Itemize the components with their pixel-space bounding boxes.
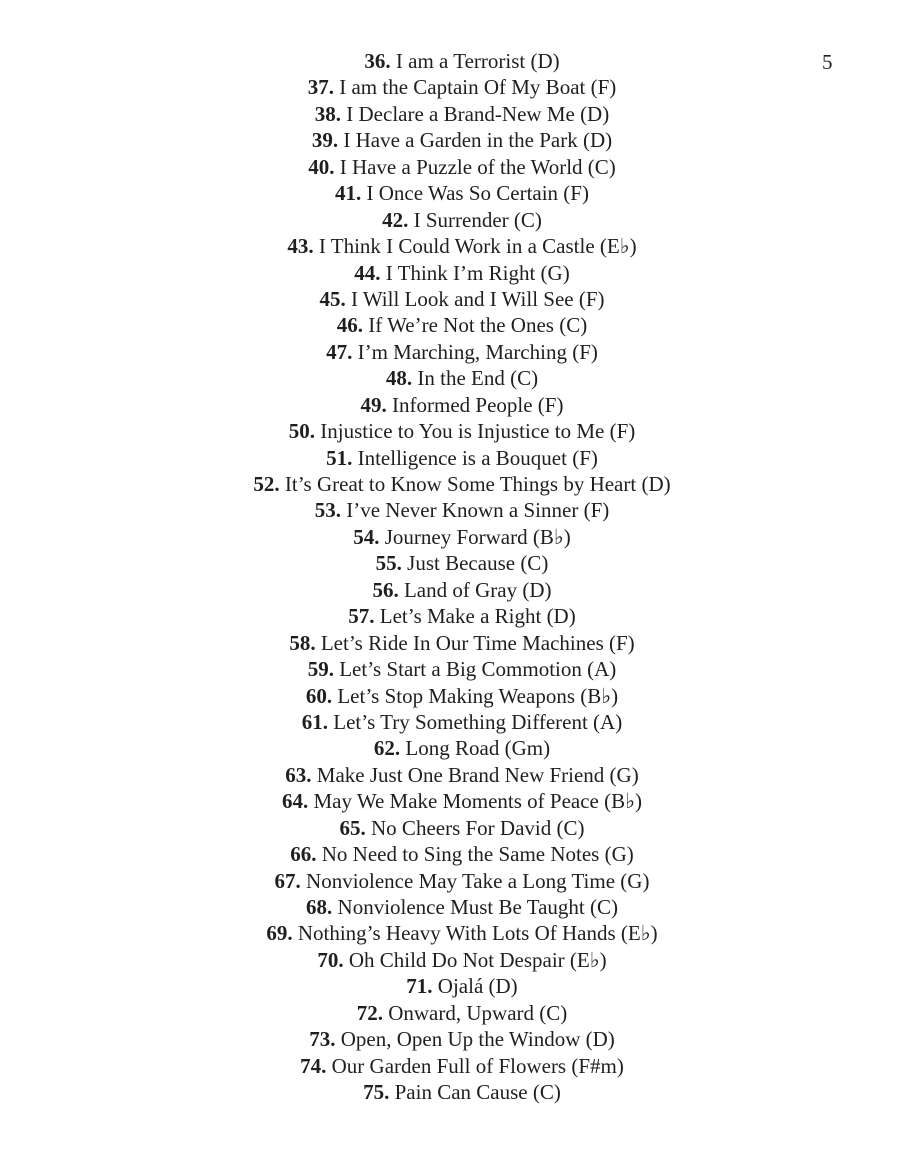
song-title: Long Road (Gm) xyxy=(405,736,551,761)
song-title: Ojalá (D) xyxy=(437,974,518,999)
song-title: I Declare a Brand-New Me (D) xyxy=(346,101,610,126)
song-title: Injustice to You is Injustice to Me (F) xyxy=(320,419,636,444)
song-entry xyxy=(0,947,900,973)
song-number: 74. xyxy=(300,1053,327,1078)
song-number: 71. xyxy=(406,974,433,999)
song-entry xyxy=(0,497,900,523)
song-number: 58. xyxy=(289,630,316,655)
song-title: I’ve Never Known a Sinner (F) xyxy=(346,498,610,523)
song-entry xyxy=(0,180,900,206)
song-entry xyxy=(0,233,900,259)
song-entry xyxy=(0,1053,900,1079)
song-entry xyxy=(0,418,900,444)
song-entry xyxy=(0,101,900,127)
song-title: Nonviolence Must Be Taught (C) xyxy=(337,895,618,919)
song-number: 53. xyxy=(314,498,341,523)
song-entry xyxy=(0,312,900,338)
song-title: Let’s Try Something Different (A) xyxy=(333,709,623,734)
song-title: Let’s Stop Making Weapons (B♭) xyxy=(337,683,619,708)
song-title: Nothing’s Heavy With Lots Of Hands (E♭) xyxy=(297,921,658,946)
song-title: I am the Captain Of My Boat (F) xyxy=(339,75,617,100)
song-title: If We’re Not the Ones (C) xyxy=(368,313,588,338)
song-entry xyxy=(0,894,900,920)
song-entry xyxy=(0,445,900,471)
song-entry xyxy=(0,550,900,576)
song-entry xyxy=(0,1079,900,1105)
song-title: Let’s Make a Right (D) xyxy=(379,604,576,629)
song-title: I Think I Could Work in a Castle (E♭) xyxy=(318,234,637,259)
song-title: Land of Gray (D) xyxy=(403,577,552,602)
song-number: 73. xyxy=(309,1027,336,1052)
song-entry xyxy=(0,74,900,100)
song-title: Just Because (C) xyxy=(407,551,549,576)
song-entry xyxy=(0,788,900,814)
song-number: 50. xyxy=(288,419,315,444)
page-number: 5 xyxy=(822,50,833,74)
song-number: 36. xyxy=(364,49,391,73)
song-number: 67. xyxy=(274,868,301,893)
song-title: In the End (C) xyxy=(417,366,539,391)
song-list xyxy=(0,48,900,1106)
song-title: Informed People (F) xyxy=(392,392,564,417)
song-title: Pain Can Cause (C) xyxy=(394,1080,561,1105)
song-number: 61. xyxy=(301,709,329,734)
song-number: 70. xyxy=(317,947,344,972)
song-number: 37. xyxy=(307,75,334,100)
song-number: 56. xyxy=(372,577,399,602)
song-entry xyxy=(0,762,900,788)
song-title: I Have a Garden in the Park (D) xyxy=(343,128,613,153)
song-title: Journey Forward (B♭) xyxy=(384,524,571,549)
song-number: 44. xyxy=(354,260,381,285)
song-title: Our Garden Full of Flowers (F#m) xyxy=(331,1053,624,1078)
song-entry xyxy=(0,471,900,497)
song-title: Make Just One Brand New Friend (G) xyxy=(316,762,639,787)
song-title: I am a Terrorist (D) xyxy=(395,49,560,73)
song-number: 47. xyxy=(326,339,353,364)
song-number: 57. xyxy=(348,604,375,629)
song-number: 48. xyxy=(385,366,413,391)
song-number: 54. xyxy=(353,524,380,549)
song-number: 49. xyxy=(360,392,387,417)
song-title: I’m Marching, Marching (F) xyxy=(357,339,598,364)
song-title: I Will Look and I Will See (F) xyxy=(350,286,605,311)
song-number: 72. xyxy=(356,1000,383,1025)
song-title: No Need to Sing the Same Notes (G) xyxy=(321,842,634,867)
song-title: Oh Child Do Not Despair (E♭) xyxy=(348,947,607,972)
song-entry xyxy=(0,577,900,603)
song-entry xyxy=(0,260,900,286)
song-entry xyxy=(0,868,900,894)
song-entry xyxy=(0,48,900,74)
song-number: 52. xyxy=(253,472,280,496)
song-title: No Cheers For David (C) xyxy=(371,815,585,840)
song-number: 69. xyxy=(266,921,293,946)
song-title: Onward, Upward (C) xyxy=(388,1000,568,1025)
song-entry xyxy=(0,735,900,761)
song-number: 46. xyxy=(336,313,364,338)
song-entry xyxy=(0,524,900,550)
song-entry xyxy=(0,154,900,180)
song-entry xyxy=(0,1000,900,1026)
song-title: Let’s Ride In Our Time Machines (F) xyxy=(320,630,635,655)
song-number: 45. xyxy=(319,286,346,311)
song-entry xyxy=(0,286,900,312)
song-entry xyxy=(0,365,900,391)
song-title: It’s Great to Know Some Things by Heart (D) xyxy=(284,472,671,496)
song-entry xyxy=(0,392,900,418)
song-number: 66. xyxy=(290,842,317,867)
song-entry xyxy=(0,841,900,867)
song-entry xyxy=(0,339,900,365)
song-number: 65. xyxy=(339,815,366,840)
song-number: 39. xyxy=(311,128,339,153)
song-entry xyxy=(0,656,900,682)
song-entry xyxy=(0,683,900,709)
song-entry xyxy=(0,1026,900,1052)
song-number: 40. xyxy=(308,154,335,179)
song-number: 55. xyxy=(375,551,402,576)
song-title: Nonviolence May Take a Long Time (G) xyxy=(306,868,650,893)
song-number: 64. xyxy=(281,789,309,814)
song-entry xyxy=(0,973,900,999)
song-number: 62. xyxy=(373,736,401,761)
song-number: 75. xyxy=(363,1080,390,1105)
song-entry xyxy=(0,127,900,153)
song-number: 38. xyxy=(314,101,342,126)
song-entry xyxy=(0,709,900,735)
song-title: I Think I’m Right (G) xyxy=(385,260,570,285)
song-number: 41. xyxy=(335,181,362,206)
song-number: 68. xyxy=(306,895,333,919)
song-title: I Once Was So Certain (F) xyxy=(366,181,589,206)
song-title: Open, Open Up the Window (D) xyxy=(340,1027,615,1052)
song-title: Intelligence is a Bouquet (F) xyxy=(357,445,598,470)
song-entry xyxy=(0,815,900,841)
song-number: 59. xyxy=(307,657,334,682)
song-entry xyxy=(0,207,900,233)
song-entry xyxy=(0,630,900,656)
song-title: I Have a Puzzle of the World (C) xyxy=(339,154,616,179)
song-entry xyxy=(0,603,900,629)
song-entry xyxy=(0,920,900,946)
song-title: Let’s Start a Big Commotion (A) xyxy=(339,657,617,682)
song-number: 63. xyxy=(285,762,312,787)
song-title: May We Make Moments of Peace (B♭) xyxy=(313,789,643,814)
song-number: 42. xyxy=(382,207,409,232)
song-title: I Surrender (C) xyxy=(413,207,542,232)
song-number: 51. xyxy=(326,445,353,470)
song-number: 43. xyxy=(287,234,314,259)
song-number: 60. xyxy=(305,683,333,708)
